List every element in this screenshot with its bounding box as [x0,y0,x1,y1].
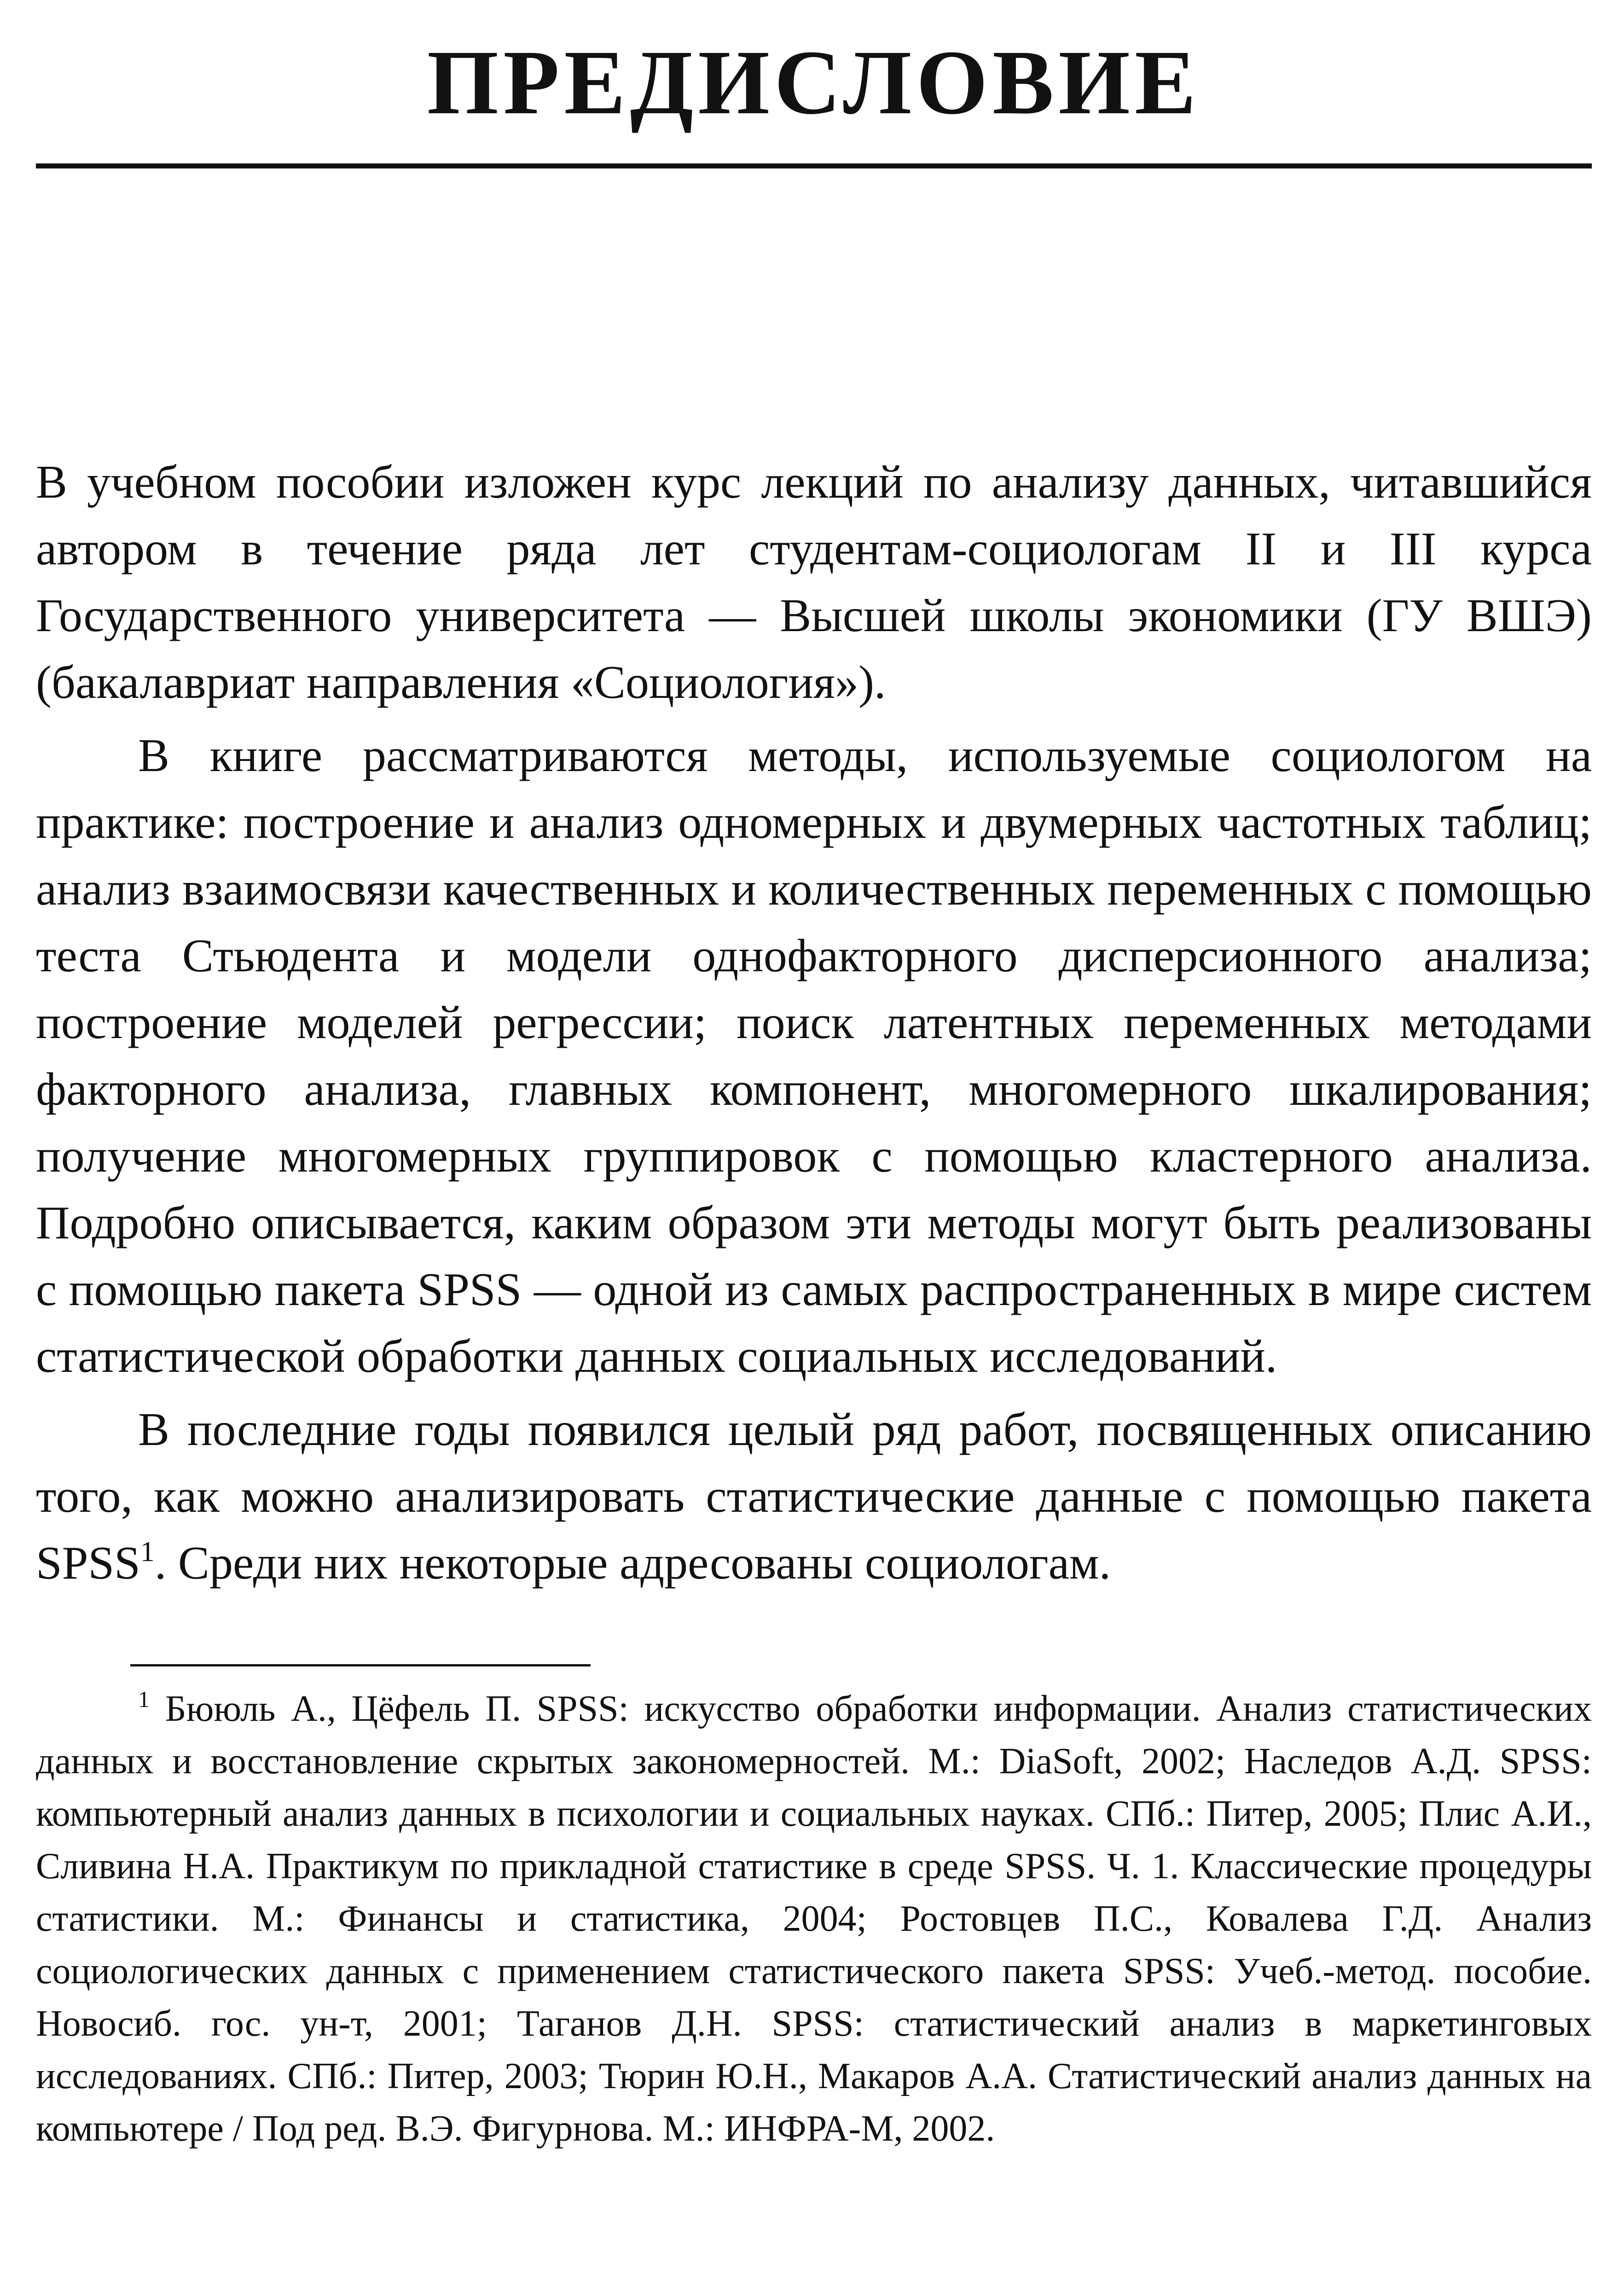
title-divider [36,163,1592,168]
footnote-number: 1 [138,1686,150,1712]
paragraph-3-text: В последние годы появился целый ряд работ, посвященных описанию того, как можно анализировать статистические данные с помощью пакета SPSS [36,1404,1592,1589]
paragraph-3 [36,1396,1592,1596]
preface-body [36,449,1592,1603]
footnote-reference[interactable]: 1 [140,1536,155,1567]
page-title: ПРЕДИСЛОВИЕ [427,32,1201,134]
paragraph-2: В книге рассматриваются методы, используемые социологом на практике: построение и анализ одномерных и двумерных частотных таблиц; анализ взаимосвязи качественных и количественных переменных с помощью теста Стьюдента и модели однофакторного дисперсионного анализа; построение моделей регрессии; поиск латентных переменных методами факторного анализа, главных компонент, многомерного шкалирования; получение многомерных группировок с помощью кластерного анализа. Подробно описывается, каким образом эти методы могут быть реализованы с помощью пакета SPSS — одной из самых распространенных в мире систем статистической обработки данных социальных исследований. [36,730,1592,1382]
footnote-divider [130,1664,591,1666]
footnote [36,1683,1592,2155]
book-page [36,0,1592,2293]
footnote-text: Бююль А., Цёфель П. SPSS: искусство обработки информации. Анализ статистических данных и восстановление скрытых закономерностей. М.: DiaSoft, 2002; Наследов А.Д. SPSS: компьютерный анализ данных в психологии и социальных науках. СПб.: Питер, 2005; Плис А.И., Сливина Н.А. Практикум по прикладной статистике в среде SPSS. Ч. 1. Классические процедуры статистики. М.: Финансы и статистика, 2004; Ростовцев П.С., Ковалева Г.Д. Анализ социологических данных с применением статистического пакета SPSS: Учеб.-метод. пособие. Новосиб. гос. ун-т, 2001; Таганов Д.Н. SPSS: статистический анализ в маркетинговых исследованиях. СПб.: Питер, 2003; Тюрин Ю.Н., Макаров А.А. Статистический анализ данных на компьютере / Под ред. В.Э. Фигурнова. М.: ИНФРА-М, 2002. [36,1689,1592,2149]
paragraph-3-tail: . Среди них некоторые адресованы социологам. [154,1537,1111,1589]
paragraph-1: В учебном пособии изложен курс лекций по анализу данных, читавшийся автором в течение ряда лет студентам-социологам II и III курса Государственного университета — Высшей школы экономики (ГУ ВШЭ) (бакалавриат направления «Социология»). [36,456,1592,708]
